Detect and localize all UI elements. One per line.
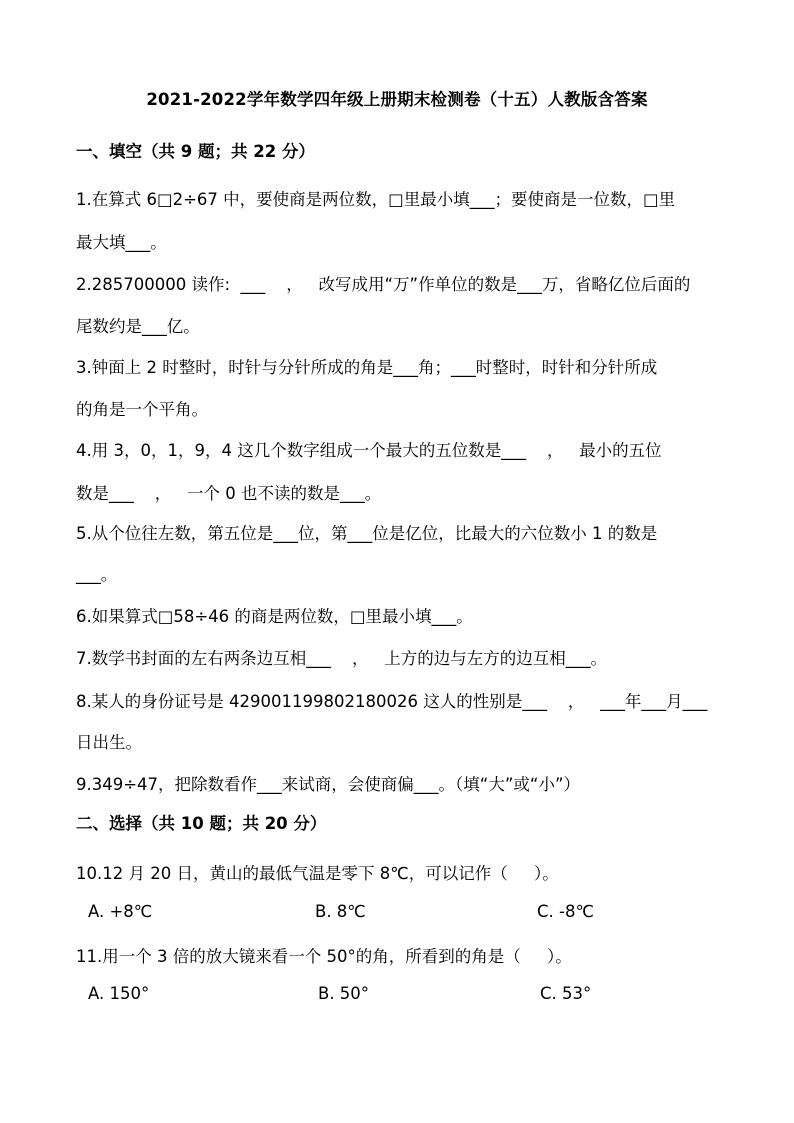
fill-line-10: ___。 [76,565,118,584]
fill-line-5: 3.钟面上 2 时整时，时针与分针所成的角是___角；___时整时，时针和分针所成 [76,358,658,377]
question-10-option-b: B. 8℃ [315,902,366,921]
question-10-stem: 10.12 月 20 日，黄山的最低气温是零下 8℃，可以记作（ ）。 [76,864,559,883]
question-10-option-a: A. +8℃ [88,902,153,921]
fill-line-15: 9.349÷47，把除数看作___来试商，会使商偏___。（填“大”或“小”） [76,775,580,794]
fill-line-3: 2.285700000 读作: ___ ， 改写成用“万”作单位的数是___万，省略亿位后面的 [76,275,691,294]
fill-line-1: 1.在算式 6□2÷67 中，要使商是两位数，□里最小填___；要使商是一位数，□里 [76,190,676,209]
question-11-stem: 11.用一个 3 倍的放大镜来看一个 50°的角，所看到的角是（ ）。 [76,947,572,966]
fill-line-13: 8.某人的身份证号是 429001199802180026 这人的性别是___ ， ___年___月___ [76,692,708,711]
fill-line-8: 数是___ ， 一个 0 也不读的数是___。 [76,484,382,503]
section-heading-choice: 二、选择（共 10 题；共 20 分） [76,814,327,833]
page-title: 2021-2022学年数学四年级上册期末检测卷（十五）人教版含答案 [146,90,648,109]
section-heading-fill: 一、填空（共 9 题；共 22 分） [76,142,315,161]
fill-line-2: 最大填___。 [76,233,167,252]
fill-line-12: 7.数学书封面的左右两条边互相___ ， 上方的边与左方的边互相___。 [76,649,607,668]
fill-line-9: 5.从个位往左数，第五位是___位，第___位是亿位，比最大的六位数小 1 的数是 [76,524,658,543]
fill-line-6: 的角是一个平角。 [76,400,208,419]
fill-line-4: 尾数约是___亿。 [76,317,200,336]
question-11-option-c: C. 53° [540,984,592,1003]
fill-line-7: 4.用 3，0，1，9，4 这几个数字组成一个最大的五位数是___ ， 最小的五位 [76,441,662,460]
fill-line-14: 日出生。 [76,733,142,752]
question-11-option-b: B. 50° [318,984,370,1003]
question-10-option-c: C. -8℃ [537,902,594,921]
fill-line-11: 6.如果算式□58÷46 的商是两位数，□里最小填___。 [76,607,473,626]
question-11-option-a: A. 150° [88,984,150,1003]
